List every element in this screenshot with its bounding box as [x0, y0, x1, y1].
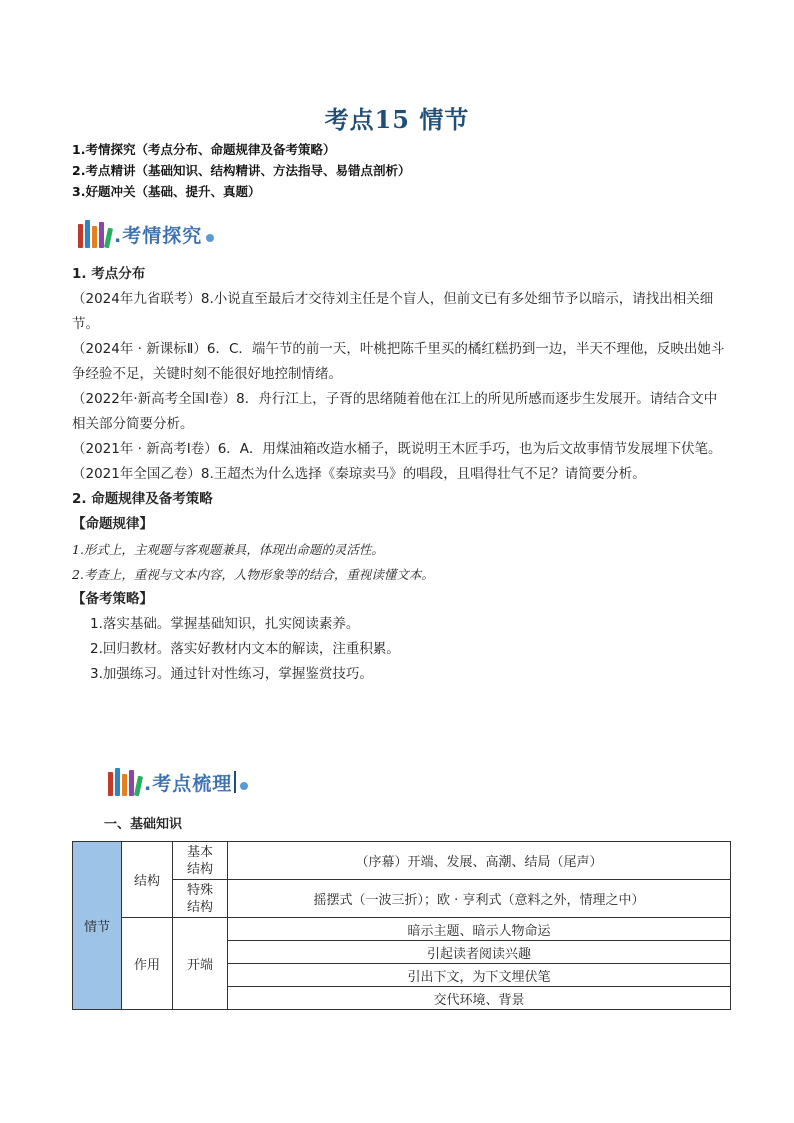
dot-icon — [206, 234, 214, 242]
special-structure-cell: 特殊 结构 — [173, 880, 228, 918]
basic-structure-cell: 基本 结构 — [173, 842, 228, 880]
dot-icon — [240, 782, 248, 790]
section-label: .考点梳理 — [144, 772, 233, 795]
books-icon — [108, 768, 141, 796]
distribution-item: （2024年九省联考）8.小说直至最后才交待刘主任是个盲人，但前文已有多处细节予以暗示，请找出相关细节。 — [72, 291, 714, 332]
opening-value: 引出下文，为下文埋伏笔 — [228, 964, 731, 987]
distribution-item: （2021年全国乙卷）8.王超杰为什么选择《秦琼卖马》的唱段，且唱得壮气不足？请简要分析。 — [72, 466, 646, 482]
basics-heading: 一、基础知识 — [104, 817, 183, 832]
page-title: 考点15 情节 — [324, 105, 470, 134]
opening-cell: 开端 — [173, 918, 228, 1010]
rule-item: 1.形式上，主观题与客观题兼具，体现出命题的灵活性。 — [72, 542, 384, 557]
section-header-key-points — [108, 764, 248, 800]
section-header-exam-analysis — [78, 216, 214, 252]
strategy-label: 【备考策略】 — [72, 591, 153, 607]
distribution-item: （2024年 · 新课标Ⅱ）6．C．端午节的前一天，叶桃把陈千里买的橘红糕扔到一边，半天不理他，反映出她斗争经验不足，关键时刻不能很好地控制情绪。 — [72, 341, 725, 382]
toc-item: 3.好题冲关（基础、提升、真题） — [72, 184, 261, 199]
function-cell: 作用 — [122, 918, 173, 1010]
section-label: .考情探究 — [114, 224, 203, 247]
distribution-block — [72, 262, 726, 687]
opening-value: 交代环境、背景 — [228, 987, 731, 1010]
rule-item: 2.考查上，重视与文本内容，人物形象等的结合，重视读懂文本。 — [72, 567, 434, 582]
toc-item: 2.考点精讲（基础知识、结构精讲、方法指导、易错点剖析） — [72, 163, 411, 178]
books-icon — [78, 220, 111, 248]
distribution-item: （2021年 · 新高考Ⅰ卷）6．A．用煤油箱改造水桶子，既说明王木匠手巧，也为后文故事情节发展埋下伏笔。 — [72, 441, 722, 457]
distribution-heading: 1. 考点分布 — [72, 266, 146, 282]
strategy-item: 3.加强练习。通过针对性练习，掌握鉴赏技巧。 — [90, 666, 373, 682]
knowledge-table — [72, 841, 731, 1010]
table-of-contents — [72, 139, 410, 202]
strategy-item: 2.回归教材。落实好教材内文本的解读，注重积累。 — [90, 641, 400, 657]
text-cursor — [234, 771, 236, 793]
opening-value: 暗示主题、暗示人物命运 — [228, 918, 731, 941]
rules-label: 【命题规律】 — [72, 516, 153, 532]
opening-value: 引起读者阅读兴趣 — [228, 941, 731, 964]
strategy-item: 1.落实基础。掌握基础知识，扎实阅读素养。 — [90, 616, 360, 632]
plot-cell: 情节 — [73, 842, 122, 1010]
special-structure-value: 摇摆式（一波三折）；欧 · 亨利式（意料之外，情理之中） — [228, 880, 731, 918]
rules-heading: 2. 命题规律及备考策略 — [72, 491, 213, 507]
toc-item: 1.考情探究（考点分布、命题规律及备考策略） — [72, 142, 336, 157]
structure-cell: 结构 — [122, 842, 173, 918]
basic-structure-value: （序幕）开端、发展、高潮、结局（尾声） — [228, 842, 731, 880]
distribution-item: （2022年·新高考全国Ⅰ卷）8．舟行江上，子胥的思绪随着他在江上的所见所感而逐步生发展开。请结合文中相关部分简要分析。 — [72, 391, 718, 432]
